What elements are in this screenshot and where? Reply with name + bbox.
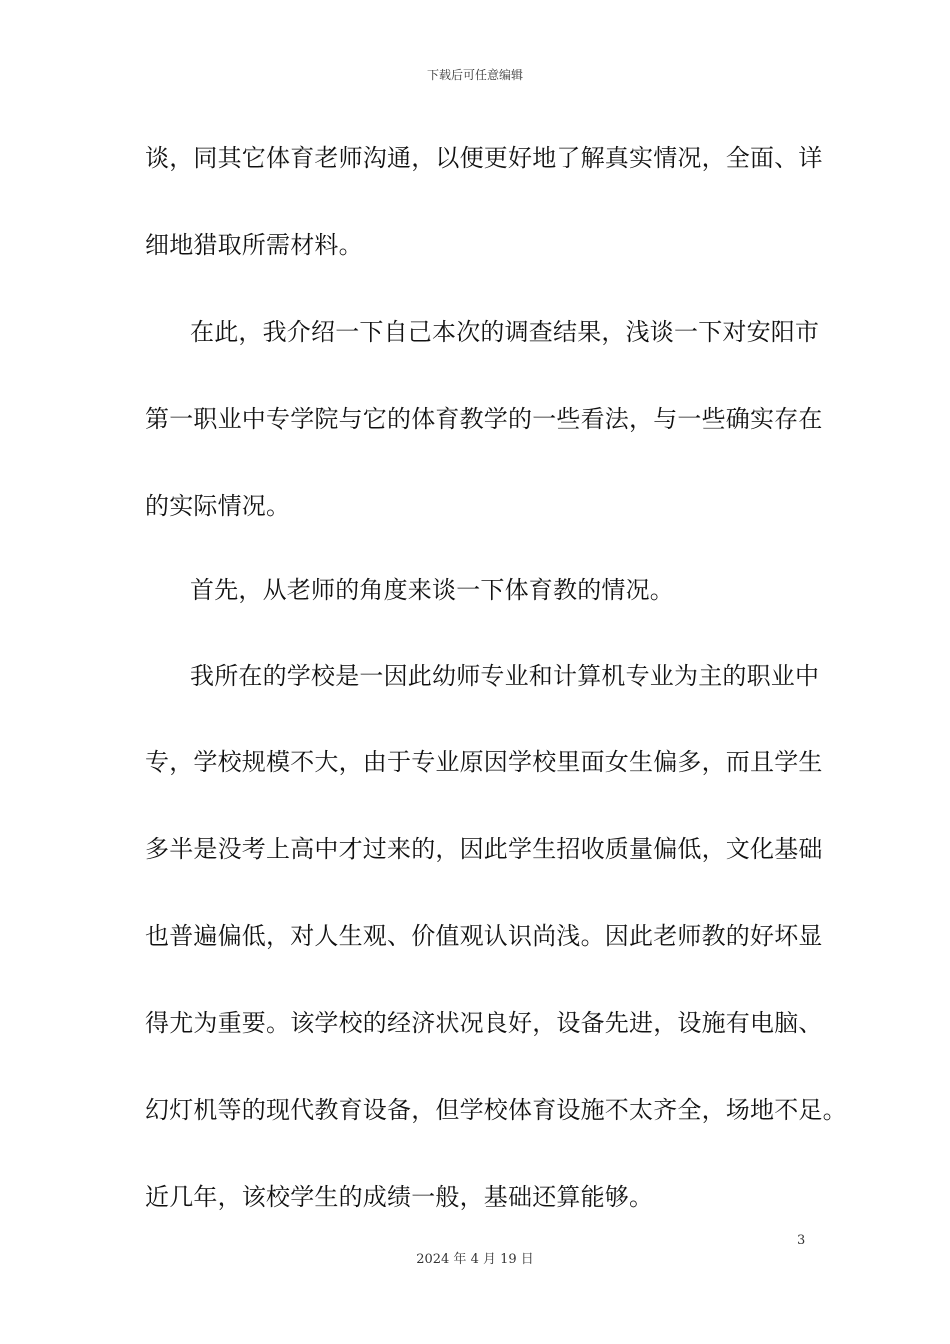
page-number: 3 [797, 1233, 806, 1248]
footer-date: 2024 年 4 月 19 日 [416, 1252, 534, 1267]
body-line: 谈，同其它体育老师沟通，以便更好地了解真实情况，全面、详 [145, 144, 823, 172]
page-header: 下载后可任意编辑 [426, 68, 523, 82]
body-line: 的实际情况。 [145, 492, 291, 520]
body-line: 也普遍偏低，对人生观、价值观认识尚浅。因此老师教的好坏显 [145, 922, 823, 950]
body-line: 得尤为重要。该学校的经济状况良好，设备先进，设施有电脑、 [145, 1009, 823, 1037]
body-line: 第一职业中专学院与它的体育教学的一些看法，与一些确实存在 [145, 405, 823, 433]
body-line: 专，学校规模不大，由于专业原因学校里面女生偏多，而且学生 [145, 748, 823, 776]
body-line: 细地猎取所需材料。 [145, 231, 363, 259]
body-line: 近几年，该校学生的成绩一般，基础还算能够。 [145, 1183, 654, 1211]
body-line: 幻灯机等的现代教育设备，但学校体育设施不太齐全，场地不足。 [145, 1096, 847, 1124]
body-line: 多半是没考上高中才过来的，因此学生招收质量偏低，文化基础 [145, 835, 823, 863]
body-line: 首先，从老师的角度来谈一下体育教的情况。 [190, 576, 674, 604]
body-line: 我所在的学校是一因此幼师专业和计算机专业为主的职业中 [190, 662, 820, 690]
body-line: 在此，我介绍一下自己本次的调查结果，浅谈一下对安阳市 [190, 318, 820, 346]
